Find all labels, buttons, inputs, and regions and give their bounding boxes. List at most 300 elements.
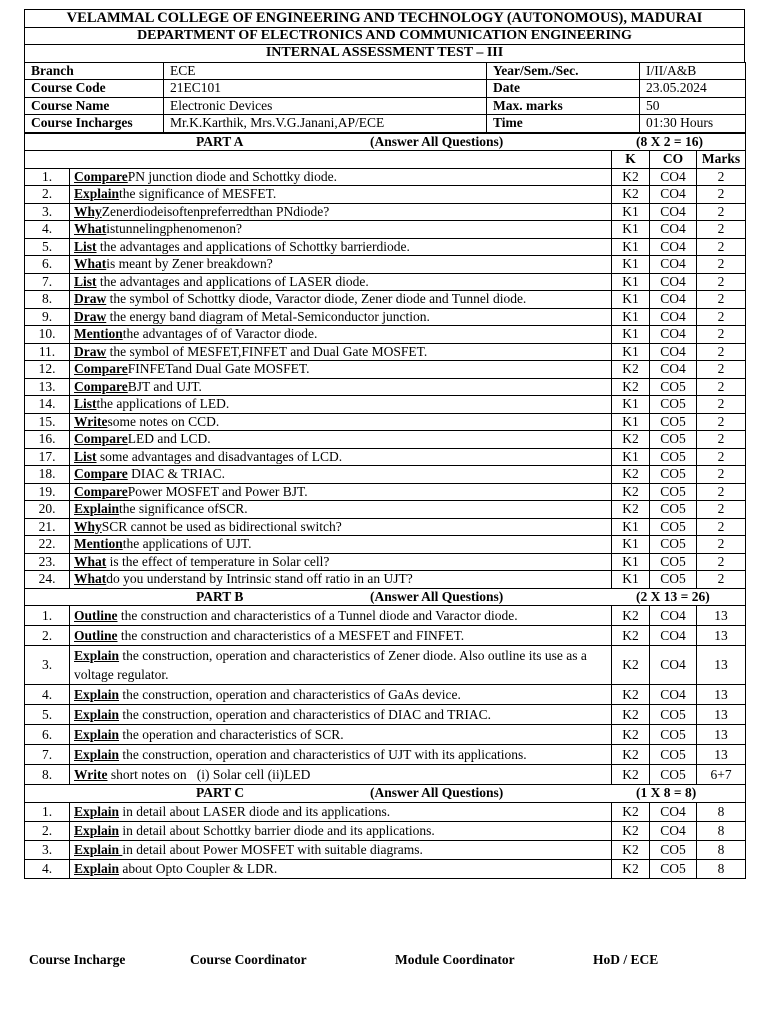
question-row bbox=[25, 705, 746, 725]
question-number: 2. bbox=[25, 186, 70, 204]
question-text bbox=[70, 745, 612, 765]
course-outcome: CO4 bbox=[650, 685, 697, 705]
info-row bbox=[25, 62, 746, 80]
question-body: istunnelingphenomenon? bbox=[106, 221, 242, 236]
question-number: 4. bbox=[25, 859, 70, 878]
question-keyword: Compare bbox=[74, 378, 128, 394]
section-instruction: (Answer All Questions) bbox=[370, 133, 504, 149]
question-body: do you understand by Intrinsic stand off ratio in an UJT? bbox=[106, 571, 413, 586]
question-keyword: List bbox=[74, 448, 97, 464]
section-header-partA bbox=[25, 133, 746, 151]
question-text bbox=[70, 343, 612, 361]
question-marks: 6+7 bbox=[697, 765, 746, 785]
question-number: 3. bbox=[25, 840, 70, 859]
question-text bbox=[70, 646, 612, 685]
knowledge-level: K1 bbox=[612, 343, 650, 361]
question-text bbox=[70, 361, 612, 379]
question-row bbox=[25, 308, 746, 326]
knowledge-level: K2 bbox=[612, 501, 650, 519]
question-body: DIAC & TRIAC. bbox=[127, 466, 226, 481]
question-keyword: Write bbox=[74, 413, 108, 429]
section-name: PART C bbox=[196, 785, 245, 800]
question-body: the operation and characteristics of SCR. bbox=[119, 727, 344, 742]
question-keyword: Explain bbox=[74, 687, 120, 702]
course-outcome: CO5 bbox=[650, 396, 697, 414]
question-number: 16. bbox=[25, 431, 70, 449]
question-number: 6. bbox=[25, 725, 70, 745]
question-number: 17. bbox=[25, 448, 70, 466]
question-marks: 13 bbox=[697, 626, 746, 646]
question-body: FINFETand Dual Gate MOSFET. bbox=[127, 361, 310, 376]
knowledge-level: K1 bbox=[612, 203, 650, 221]
question-text bbox=[70, 273, 612, 291]
question-row bbox=[25, 821, 746, 840]
question-row bbox=[25, 571, 746, 589]
question-marks: 13 bbox=[697, 725, 746, 745]
question-body: in detail about Power MOSFET with suitable diagrams. bbox=[122, 841, 423, 857]
question-body: some notes on CCD. bbox=[107, 413, 220, 429]
column-header-row bbox=[25, 151, 746, 169]
knowledge-level: K2 bbox=[612, 802, 650, 821]
department-name: DEPARTMENT OF ELECTRONICS AND COMMUNICATION ENGINEERING bbox=[24, 27, 745, 45]
course-outcome: CO5 bbox=[650, 765, 697, 785]
question-keyword: Explain bbox=[74, 727, 120, 742]
knowledge-level: K1 bbox=[612, 221, 650, 239]
question-marks: 2 bbox=[697, 291, 746, 309]
question-row bbox=[25, 606, 746, 626]
question-body: is meant by Zener breakdown? bbox=[106, 256, 273, 271]
question-body: the advantages of of Varactor diode. bbox=[122, 326, 318, 341]
question-number: 3. bbox=[25, 646, 70, 685]
question-number: 22. bbox=[25, 536, 70, 554]
question-text bbox=[70, 705, 612, 725]
question-body: the symbol of MESFET,FINFET and Dual Gate MOSFET. bbox=[106, 343, 428, 359]
info-value: I/II/A&B bbox=[640, 62, 746, 80]
question-row bbox=[25, 431, 746, 449]
course-outcome: CO5 bbox=[650, 553, 697, 571]
question-number: 24. bbox=[25, 571, 70, 589]
course-outcome: CO4 bbox=[650, 361, 697, 379]
question-number: 14. bbox=[25, 396, 70, 414]
question-text bbox=[70, 571, 612, 589]
question-number: 21. bbox=[25, 518, 70, 536]
question-keyword: Explain bbox=[74, 803, 120, 819]
question-marks: 2 bbox=[697, 501, 746, 519]
question-keyword: List bbox=[74, 396, 97, 411]
section-name: PART A bbox=[196, 133, 244, 149]
section-title bbox=[25, 133, 746, 151]
question-text bbox=[70, 238, 612, 256]
question-row bbox=[25, 361, 746, 379]
column-header-marks: Marks bbox=[697, 151, 746, 169]
knowledge-level: K2 bbox=[612, 859, 650, 878]
knowledge-level: K2 bbox=[612, 745, 650, 765]
question-paper bbox=[24, 9, 745, 879]
question-number: 5. bbox=[25, 705, 70, 725]
info-value: 01:30 Hours bbox=[640, 115, 746, 133]
question-text bbox=[70, 168, 612, 186]
question-number: 8. bbox=[25, 291, 70, 309]
course-outcome: CO4 bbox=[650, 168, 697, 186]
info-label: Course Incharges bbox=[25, 115, 164, 133]
course-outcome: CO5 bbox=[650, 501, 697, 519]
question-number: 3. bbox=[25, 203, 70, 221]
course-outcome: CO4 bbox=[650, 273, 697, 291]
question-text bbox=[70, 802, 612, 821]
question-marks: 2 bbox=[697, 168, 746, 186]
question-number: 19. bbox=[25, 483, 70, 501]
section-instruction: (Answer All Questions) bbox=[370, 588, 504, 604]
question-marks: 13 bbox=[697, 606, 746, 626]
knowledge-level: K2 bbox=[612, 705, 650, 725]
course-outcome: CO5 bbox=[650, 483, 697, 501]
question-keyword: Mention bbox=[74, 536, 123, 551]
question-marks: 2 bbox=[697, 326, 746, 344]
question-marks: 2 bbox=[697, 343, 746, 361]
question-marks: 2 bbox=[697, 536, 746, 554]
course-outcome: CO5 bbox=[650, 448, 697, 466]
course-outcome: CO5 bbox=[650, 431, 697, 449]
test-title: INTERNAL ASSESSMENT TEST – III bbox=[24, 44, 745, 62]
question-text bbox=[70, 501, 612, 519]
question-text bbox=[70, 626, 612, 646]
question-number: 15. bbox=[25, 413, 70, 431]
question-body: the construction and characteristics of a MESFET and FINFET. bbox=[117, 628, 465, 643]
column-header-blank bbox=[25, 151, 612, 169]
course-outcome: CO5 bbox=[650, 413, 697, 431]
knowledge-level: K2 bbox=[612, 685, 650, 705]
question-marks: 2 bbox=[697, 238, 746, 256]
info-label: Course Code bbox=[25, 80, 164, 98]
knowledge-level: K1 bbox=[612, 413, 650, 431]
question-keyword: Draw bbox=[74, 308, 107, 324]
knowledge-level: K2 bbox=[612, 606, 650, 626]
college-name: VELAMMAL COLLEGE OF ENGINEERING AND TECHNOLOGY (AUTONOMOUS), MADURAI bbox=[24, 9, 745, 27]
question-number: 1. bbox=[25, 168, 70, 186]
question-text bbox=[70, 396, 612, 414]
question-row bbox=[25, 343, 746, 361]
question-row bbox=[25, 168, 746, 186]
question-keyword: List bbox=[74, 273, 97, 289]
question-marks: 2 bbox=[697, 553, 746, 571]
question-keyword: Explain bbox=[74, 747, 120, 762]
question-text bbox=[70, 466, 612, 484]
question-keyword: What bbox=[74, 256, 107, 271]
column-header-co: CO bbox=[650, 151, 697, 169]
section-name: PART B bbox=[196, 588, 244, 604]
section-marks: (8 X 2 = 16) bbox=[636, 133, 703, 149]
course-outcome: CO4 bbox=[650, 821, 697, 840]
question-row bbox=[25, 553, 746, 571]
course-outcome: CO4 bbox=[650, 221, 697, 239]
question-marks: 2 bbox=[697, 273, 746, 291]
question-body: BJT and UJT. bbox=[127, 378, 202, 394]
question-row bbox=[25, 536, 746, 554]
knowledge-level: K2 bbox=[612, 431, 650, 449]
knowledge-level: K2 bbox=[612, 765, 650, 785]
course-outcome: CO5 bbox=[650, 536, 697, 554]
knowledge-level: K1 bbox=[612, 448, 650, 466]
course-outcome: CO4 bbox=[650, 343, 697, 361]
course-outcome: CO5 bbox=[650, 571, 697, 589]
info-value: 23.05.2024 bbox=[640, 80, 746, 98]
question-body: the symbol of Schottky diode, Varactor diode, Zener diode and Tunnel diode. bbox=[106, 291, 527, 306]
question-keyword: Write bbox=[74, 767, 108, 782]
course-info-table bbox=[24, 62, 746, 133]
question-body: the construction, operation and characteristics of DIAC and TRIAC. bbox=[119, 707, 492, 722]
question-text bbox=[70, 765, 612, 785]
question-keyword: Why bbox=[74, 518, 102, 534]
question-text bbox=[70, 413, 612, 431]
question-number: 1. bbox=[25, 802, 70, 821]
question-keyword: Explain bbox=[74, 822, 120, 838]
course-outcome: CO4 bbox=[650, 802, 697, 821]
questions-table bbox=[24, 133, 746, 879]
question-marks: 8 bbox=[697, 802, 746, 821]
question-body: the applications of UJT. bbox=[122, 536, 252, 551]
question-marks: 2 bbox=[697, 203, 746, 221]
info-value: 21EC101 bbox=[164, 80, 487, 98]
question-marks: 2 bbox=[697, 256, 746, 274]
knowledge-level: K2 bbox=[612, 168, 650, 186]
question-number: 4. bbox=[25, 685, 70, 705]
knowledge-level: K2 bbox=[612, 361, 650, 379]
question-body: Power MOSFET and Power BJT. bbox=[127, 483, 308, 499]
knowledge-level: K1 bbox=[612, 291, 650, 309]
question-keyword: Compare bbox=[74, 466, 128, 481]
question-body: the advantages and applications of Schottky barrierdiode. bbox=[96, 238, 410, 254]
question-text bbox=[70, 483, 612, 501]
question-row bbox=[25, 378, 746, 396]
info-label: Course Name bbox=[25, 97, 164, 115]
question-marks: 2 bbox=[697, 396, 746, 414]
course-outcome: CO5 bbox=[650, 378, 697, 396]
question-number: 2. bbox=[25, 626, 70, 646]
knowledge-level: K1 bbox=[612, 326, 650, 344]
question-row bbox=[25, 396, 746, 414]
knowledge-level: K1 bbox=[612, 308, 650, 326]
question-marks: 2 bbox=[697, 466, 746, 484]
question-body: the construction and characteristics of a Tunnel diode and Varactor diode. bbox=[117, 608, 518, 623]
question-row bbox=[25, 326, 746, 344]
question-row bbox=[25, 273, 746, 291]
question-text bbox=[70, 378, 612, 396]
question-body: the advantages and applications of LASER diode. bbox=[96, 273, 369, 289]
question-text bbox=[70, 431, 612, 449]
question-text bbox=[70, 840, 612, 859]
signature-hod: HoD / ECE bbox=[593, 952, 659, 967]
question-row bbox=[25, 256, 746, 274]
question-keyword: Compare bbox=[74, 431, 128, 446]
info-value: ECE bbox=[164, 62, 487, 80]
knowledge-level: K1 bbox=[612, 518, 650, 536]
course-outcome: CO5 bbox=[650, 745, 697, 765]
question-text bbox=[70, 203, 612, 221]
question-row bbox=[25, 221, 746, 239]
question-keyword: Compare bbox=[74, 361, 128, 376]
info-value: Electronic Devices bbox=[164, 97, 487, 115]
knowledge-level: K2 bbox=[612, 466, 650, 484]
question-marks: 13 bbox=[697, 685, 746, 705]
question-row bbox=[25, 646, 746, 685]
question-marks: 8 bbox=[697, 821, 746, 840]
section-marks: (2 X 13 = 26) bbox=[636, 588, 710, 604]
signature-course-incharge: Course Incharge bbox=[29, 952, 126, 967]
course-outcome: CO5 bbox=[650, 705, 697, 725]
question-number: 18. bbox=[25, 466, 70, 484]
info-value: 50 bbox=[640, 97, 746, 115]
question-number: 11. bbox=[25, 343, 70, 361]
question-keyword: What bbox=[74, 553, 107, 569]
question-row bbox=[25, 466, 746, 484]
question-row bbox=[25, 483, 746, 501]
signature-course-coordinator: Course Coordinator bbox=[190, 952, 307, 967]
question-number: 13. bbox=[25, 378, 70, 396]
info-row bbox=[25, 115, 746, 133]
knowledge-level: K2 bbox=[612, 483, 650, 501]
question-text bbox=[70, 859, 612, 878]
question-body: the significance of MESFET. bbox=[119, 186, 277, 201]
question-body: the construction, operation and characteristics of GaAs device. bbox=[119, 687, 461, 702]
question-text bbox=[70, 553, 612, 571]
course-outcome: CO4 bbox=[650, 326, 697, 344]
question-row bbox=[25, 725, 746, 745]
info-label: Branch bbox=[25, 62, 164, 80]
question-number: 9. bbox=[25, 308, 70, 326]
section-marks: (1 X 8 = 8) bbox=[636, 785, 697, 800]
question-body: in detail about Schottky barrier diode and its applications. bbox=[119, 822, 435, 838]
question-body: in detail about LASER diode and its applications. bbox=[119, 803, 391, 819]
question-marks: 13 bbox=[697, 745, 746, 765]
question-body: LED and LCD. bbox=[127, 431, 211, 446]
question-text bbox=[70, 821, 612, 840]
course-outcome: CO4 bbox=[650, 291, 697, 309]
knowledge-level: K2 bbox=[612, 840, 650, 859]
question-text bbox=[70, 606, 612, 626]
question-keyword: Outline bbox=[74, 628, 118, 643]
course-outcome: CO4 bbox=[650, 203, 697, 221]
info-label: Max. marks bbox=[487, 97, 640, 115]
question-body: is the effect of temperature in Solar cell? bbox=[106, 553, 330, 569]
question-row bbox=[25, 859, 746, 878]
question-marks: 8 bbox=[697, 859, 746, 878]
question-row bbox=[25, 745, 746, 765]
question-keyword: Explain bbox=[74, 186, 120, 201]
question-keyword: Outline bbox=[74, 608, 118, 623]
question-number: 4. bbox=[25, 221, 70, 239]
knowledge-level: K1 bbox=[612, 536, 650, 554]
info-row bbox=[25, 80, 746, 98]
question-keyword: What bbox=[74, 571, 107, 586]
info-value: Mr.K.Karthik, Mrs.V.G.Janani,AP/ECE bbox=[164, 115, 487, 133]
knowledge-level: K1 bbox=[612, 553, 650, 571]
course-outcome: CO4 bbox=[650, 646, 697, 685]
course-outcome: CO5 bbox=[650, 466, 697, 484]
info-row bbox=[25, 97, 746, 115]
info-label: Year/Sem./Sec. bbox=[487, 62, 640, 80]
knowledge-level: K1 bbox=[612, 256, 650, 274]
question-body: Zenerdiodeisoftenpreferredthan PNdiode? bbox=[101, 203, 330, 219]
question-marks: 13 bbox=[697, 646, 746, 685]
question-text bbox=[70, 685, 612, 705]
question-keyword: Draw bbox=[74, 343, 107, 359]
signature-module-coordinator: Module Coordinator bbox=[395, 952, 515, 967]
question-text bbox=[70, 448, 612, 466]
question-text bbox=[70, 256, 612, 274]
knowledge-level: K2 bbox=[612, 821, 650, 840]
question-text bbox=[70, 536, 612, 554]
question-keyword: Compare bbox=[74, 483, 128, 499]
question-row bbox=[25, 448, 746, 466]
question-row bbox=[25, 518, 746, 536]
question-row bbox=[25, 291, 746, 309]
question-number: 6. bbox=[25, 256, 70, 274]
section-header-partC bbox=[25, 785, 746, 803]
question-row bbox=[25, 186, 746, 204]
question-number: 2. bbox=[25, 821, 70, 840]
question-body: the significance ofSCR. bbox=[119, 501, 248, 516]
question-body: the construction, operation and characteristics of Zener diode. Also outline its use as a voltage regulator. bbox=[74, 648, 591, 682]
question-row bbox=[25, 802, 746, 821]
question-marks: 2 bbox=[697, 483, 746, 501]
column-header-k: K bbox=[612, 151, 650, 169]
question-row bbox=[25, 765, 746, 785]
question-text bbox=[70, 518, 612, 536]
course-outcome: CO4 bbox=[650, 308, 697, 326]
knowledge-level: K2 bbox=[612, 378, 650, 396]
section-instruction: (Answer All Questions) bbox=[370, 785, 504, 800]
question-text bbox=[70, 308, 612, 326]
knowledge-level: K1 bbox=[612, 273, 650, 291]
knowledge-level: K2 bbox=[612, 626, 650, 646]
question-keyword: Explain bbox=[74, 841, 123, 857]
question-number: 7. bbox=[25, 745, 70, 765]
course-outcome: CO5 bbox=[650, 725, 697, 745]
course-outcome: CO4 bbox=[650, 186, 697, 204]
question-body: short notes on (i) Solar cell (ii)LED bbox=[107, 767, 311, 782]
course-outcome: CO4 bbox=[650, 256, 697, 274]
info-label: Date bbox=[487, 80, 640, 98]
section-title bbox=[25, 588, 746, 606]
question-marks: 2 bbox=[697, 221, 746, 239]
question-body: PN junction diode and Schottky diode. bbox=[127, 168, 337, 184]
question-number: 8. bbox=[25, 765, 70, 785]
question-body: the applications of LED. bbox=[96, 396, 230, 411]
question-keyword: Explain bbox=[74, 648, 120, 663]
question-number: 1. bbox=[25, 606, 70, 626]
question-marks: 2 bbox=[697, 571, 746, 589]
question-text bbox=[70, 221, 612, 239]
question-body: about Opto Coupler & LDR. bbox=[119, 860, 278, 876]
question-keyword: Explain bbox=[74, 501, 120, 516]
question-number: 12. bbox=[25, 361, 70, 379]
question-marks: 2 bbox=[697, 518, 746, 536]
course-outcome: CO4 bbox=[650, 238, 697, 256]
question-marks: 2 bbox=[697, 413, 746, 431]
question-marks: 2 bbox=[697, 431, 746, 449]
course-outcome: CO5 bbox=[650, 840, 697, 859]
knowledge-level: K1 bbox=[612, 571, 650, 589]
question-row bbox=[25, 840, 746, 859]
course-outcome: CO5 bbox=[650, 518, 697, 536]
course-outcome: CO4 bbox=[650, 626, 697, 646]
question-number: 5. bbox=[25, 238, 70, 256]
question-keyword: Compare bbox=[74, 168, 128, 184]
question-marks: 2 bbox=[697, 378, 746, 396]
question-number: 7. bbox=[25, 273, 70, 291]
section-header-partB bbox=[25, 588, 746, 606]
question-marks: 2 bbox=[697, 361, 746, 379]
